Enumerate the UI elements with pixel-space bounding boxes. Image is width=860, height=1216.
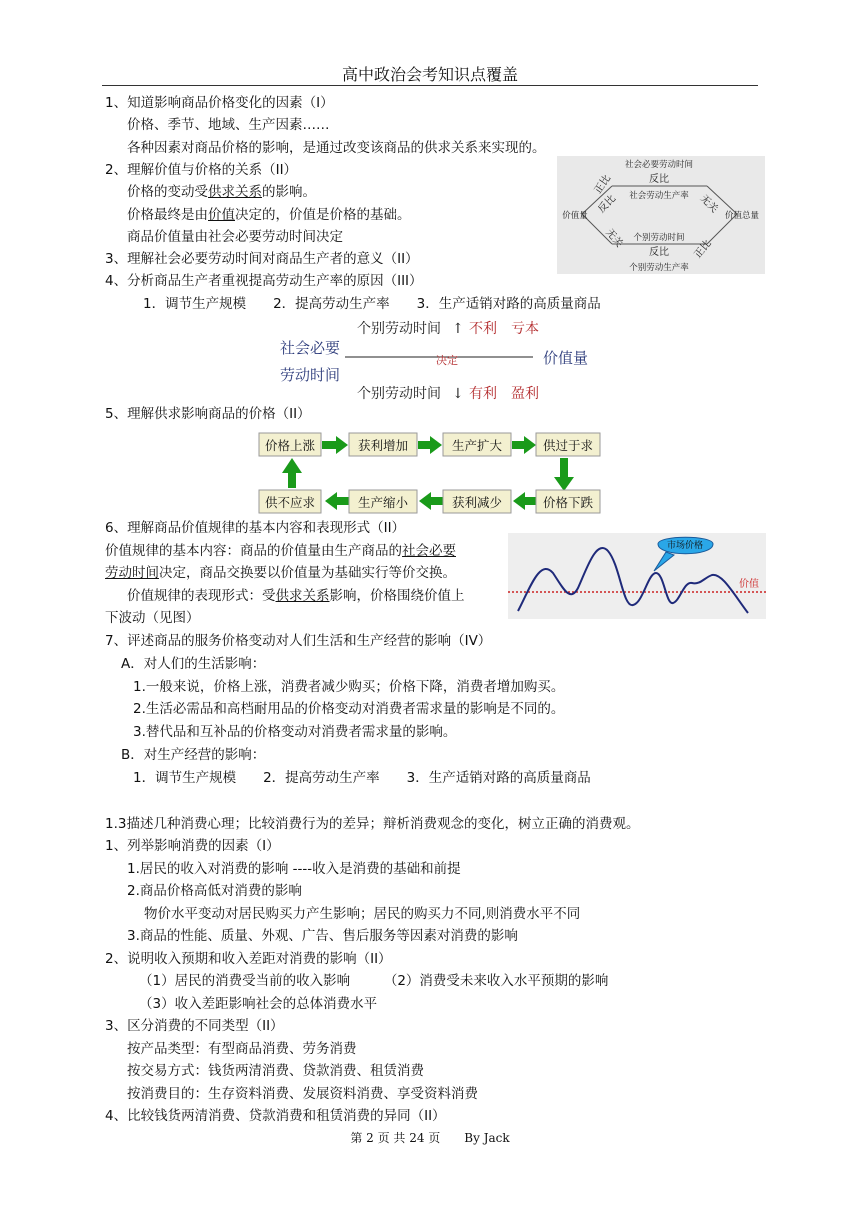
left-arrow-icon xyxy=(325,492,349,510)
text-line: B．对生产经营的影响： xyxy=(121,747,266,763)
text-line: 按产品类型：有型商品消费、劳务消费 xyxy=(127,1041,357,1057)
text-line: 价格、季节、地域、生产因素…… xyxy=(127,117,330,133)
supply-demand-flow-chart xyxy=(255,430,607,518)
text-line: 商品价值量由社会必要劳动时间决定 xyxy=(127,229,343,245)
diagram-label: 价值量 xyxy=(543,349,589,367)
text-line: 按交易方式：钱货两清消费、贷款消费、租赁消费 xyxy=(127,1063,424,1079)
underlined-term: 社会必要 xyxy=(402,543,456,559)
diagram-label: 社会劳动生产率 xyxy=(629,191,689,201)
text-line: 按消费目的：生存资料消费、发展资料消费、享受资料消费 xyxy=(127,1086,478,1102)
heading-3: 3、理解社会必要劳动时间对商品生产者的意义（II） xyxy=(105,251,419,267)
diagram-label: 无关 xyxy=(697,193,720,216)
diagram-label: 决定 xyxy=(436,354,458,367)
diagram-label: 反比 xyxy=(649,174,669,185)
left-arrow-icon xyxy=(513,492,537,510)
right-arrow-icon xyxy=(418,436,442,454)
text-line: （3）收入差距影响社会的总体消费水平 xyxy=(139,996,378,1012)
diagram-label: 社会必要劳动时间 xyxy=(624,160,694,170)
text-line: A．对人们的生活影响： xyxy=(121,656,266,672)
text-line: 3.替代品和互补品的价格变动对消费者需求量的影响。 xyxy=(133,724,457,740)
text-line: 价值规律的基本内容：商品的价值量由生产商品的社会必要 xyxy=(105,543,456,559)
text-line: 劳动时间决定，商品交换要以价值量为基础实行等价交换。 xyxy=(105,565,456,581)
heading-2: 2、说明收入预期和收入差距对消费的影响（II） xyxy=(105,951,392,967)
underlined-term: 供求关系 xyxy=(208,184,262,200)
text-line: 物价水平变动对居民购买力产生影响；居民的购买力不同,则消费水平不同 xyxy=(144,906,581,922)
text-line: 各种因素对商品价格的影响，是通过改变该商品的供求关系来实现的。 xyxy=(127,140,546,156)
diagram-label: 反比 xyxy=(596,193,619,216)
heading-7: 7、评述商品的服务价格变动对人们生活和生产经营的影响（IV） xyxy=(105,633,492,649)
underlined-term: 价值 xyxy=(208,207,235,223)
flow-box-label: 获利减少 xyxy=(451,495,503,510)
page-footer: 第 2 页 共 24 页 By Jack xyxy=(350,1131,510,1145)
right-arrow-icon xyxy=(512,436,536,454)
text-line: 1．调节生产规模 2．提高劳动生产率 3．生产适销对路的高质量商品 xyxy=(133,770,591,786)
flow-box-label: 价格下跌 xyxy=(542,495,594,510)
text-line: 2.商品价格高低对消费的影响 xyxy=(127,883,302,899)
text-line: 价值规律的表现形式：受供求关系影响，价格围绕价值上 xyxy=(127,588,465,604)
text-line: 3.商品的性能、质量、外观、广告、售后服务等因素对消费的影响 xyxy=(127,928,518,944)
value-label: 价值 xyxy=(739,579,759,590)
flow-box-label: 价格上涨 xyxy=(264,438,316,453)
right-arrow-icon xyxy=(322,436,348,454)
up-arrow-icon: ↑ xyxy=(452,321,464,337)
text-line: （1）居民的消费受当前的收入影响 （2）消费受未来收入水平预期的影响 xyxy=(139,973,609,989)
flow-box-label: 生产缩小 xyxy=(357,495,409,510)
diagram-label: 社会必要 xyxy=(280,339,341,357)
down-arrow-icon xyxy=(554,458,574,491)
text-line: 2.生活必需品和高档耐用品的价格变动对消费者需求量的影响是不同的。 xyxy=(133,701,565,717)
down-arrow-icon: ↓ xyxy=(452,386,464,402)
flow-box-label: 获利增加 xyxy=(357,438,409,453)
heading-5: 5、理解供求影响商品的价格（II） xyxy=(105,406,311,422)
text-line: 价格的变动受供求关系的影响。 xyxy=(127,184,316,200)
text-line: 1.一般来说，价格上涨，消费者减少购买；价格下降，消费者增加购买。 xyxy=(133,679,565,695)
diagram-label: 无关 xyxy=(603,227,625,250)
labor-time-diagram xyxy=(277,316,597,406)
heading-4: 4、分析商品生产者重视提高劳动生产率的原因（III） xyxy=(105,273,423,289)
underlined-term: 劳动时间 xyxy=(105,565,159,581)
diagram-label: 劳动时间 xyxy=(280,366,341,384)
diagram-label: 有利 盈利 xyxy=(469,386,539,402)
diagram-label: 不利 亏本 xyxy=(469,321,539,337)
market-price-curve xyxy=(518,548,748,613)
heading-1: 1、知道影响商品价格变化的因素（I） xyxy=(105,95,334,111)
underlined-term: 供求关系 xyxy=(275,588,330,604)
diagram-label: 个别劳动时间 xyxy=(357,321,441,337)
heading-2: 2、理解价值与价格的关系（II） xyxy=(105,162,298,178)
bubble-label: 市场价格 xyxy=(666,541,704,551)
value-price-diagram xyxy=(557,156,765,274)
diagram-label: 个别劳动时间 xyxy=(633,233,685,243)
title-rule xyxy=(102,85,758,86)
diagram-label: 反比 xyxy=(649,247,669,258)
diagram-label: 个别劳动生产率 xyxy=(629,263,689,273)
flow-box-label: 供过于求 xyxy=(542,438,594,453)
value-law-wave-chart xyxy=(508,533,766,619)
heading-6: 6、理解商品价值规律的基本内容和表现形式（II） xyxy=(105,520,406,536)
heading-4: 4、比较钱货两清消费、贷款消费和租赁消费的异同（II） xyxy=(105,1108,446,1124)
flow-box-label: 生产扩大 xyxy=(451,438,503,453)
diagram-label: 正比 xyxy=(592,173,614,196)
diagram-label: 正比 xyxy=(692,238,714,261)
text-line: 1．调节生产规模 2．提高劳动生产率 3．生产适销对路的高质量商品 xyxy=(143,296,601,312)
diagram-label: 价值量 xyxy=(562,211,588,221)
left-arrow-icon xyxy=(419,492,443,510)
text-line: 价格最终是由价值决定的，价值是价格的基础。 xyxy=(127,207,411,223)
diagram-label: 个别劳动时间 xyxy=(357,386,441,402)
text-line: 1.居民的收入对消费的影响 ----收入是消费的基础和前提 xyxy=(127,861,461,877)
up-arrow-icon xyxy=(282,458,302,488)
heading-1: 1、列举影响消费的因素（I） xyxy=(105,838,280,854)
section-heading: 1.3描述几种消费心理；比较消费行为的差异；辩析消费观念的变化，树立正确的消费观。 xyxy=(105,816,640,832)
text-line: 下波动（见图） xyxy=(105,610,200,626)
heading-3: 3、区分消费的不同类型（II） xyxy=(105,1018,284,1034)
diagram-label: 价值总量 xyxy=(724,211,760,221)
page-title: 高中政治会考知识点覆盖 xyxy=(341,65,518,84)
flow-box-label: 供不应求 xyxy=(264,495,316,510)
